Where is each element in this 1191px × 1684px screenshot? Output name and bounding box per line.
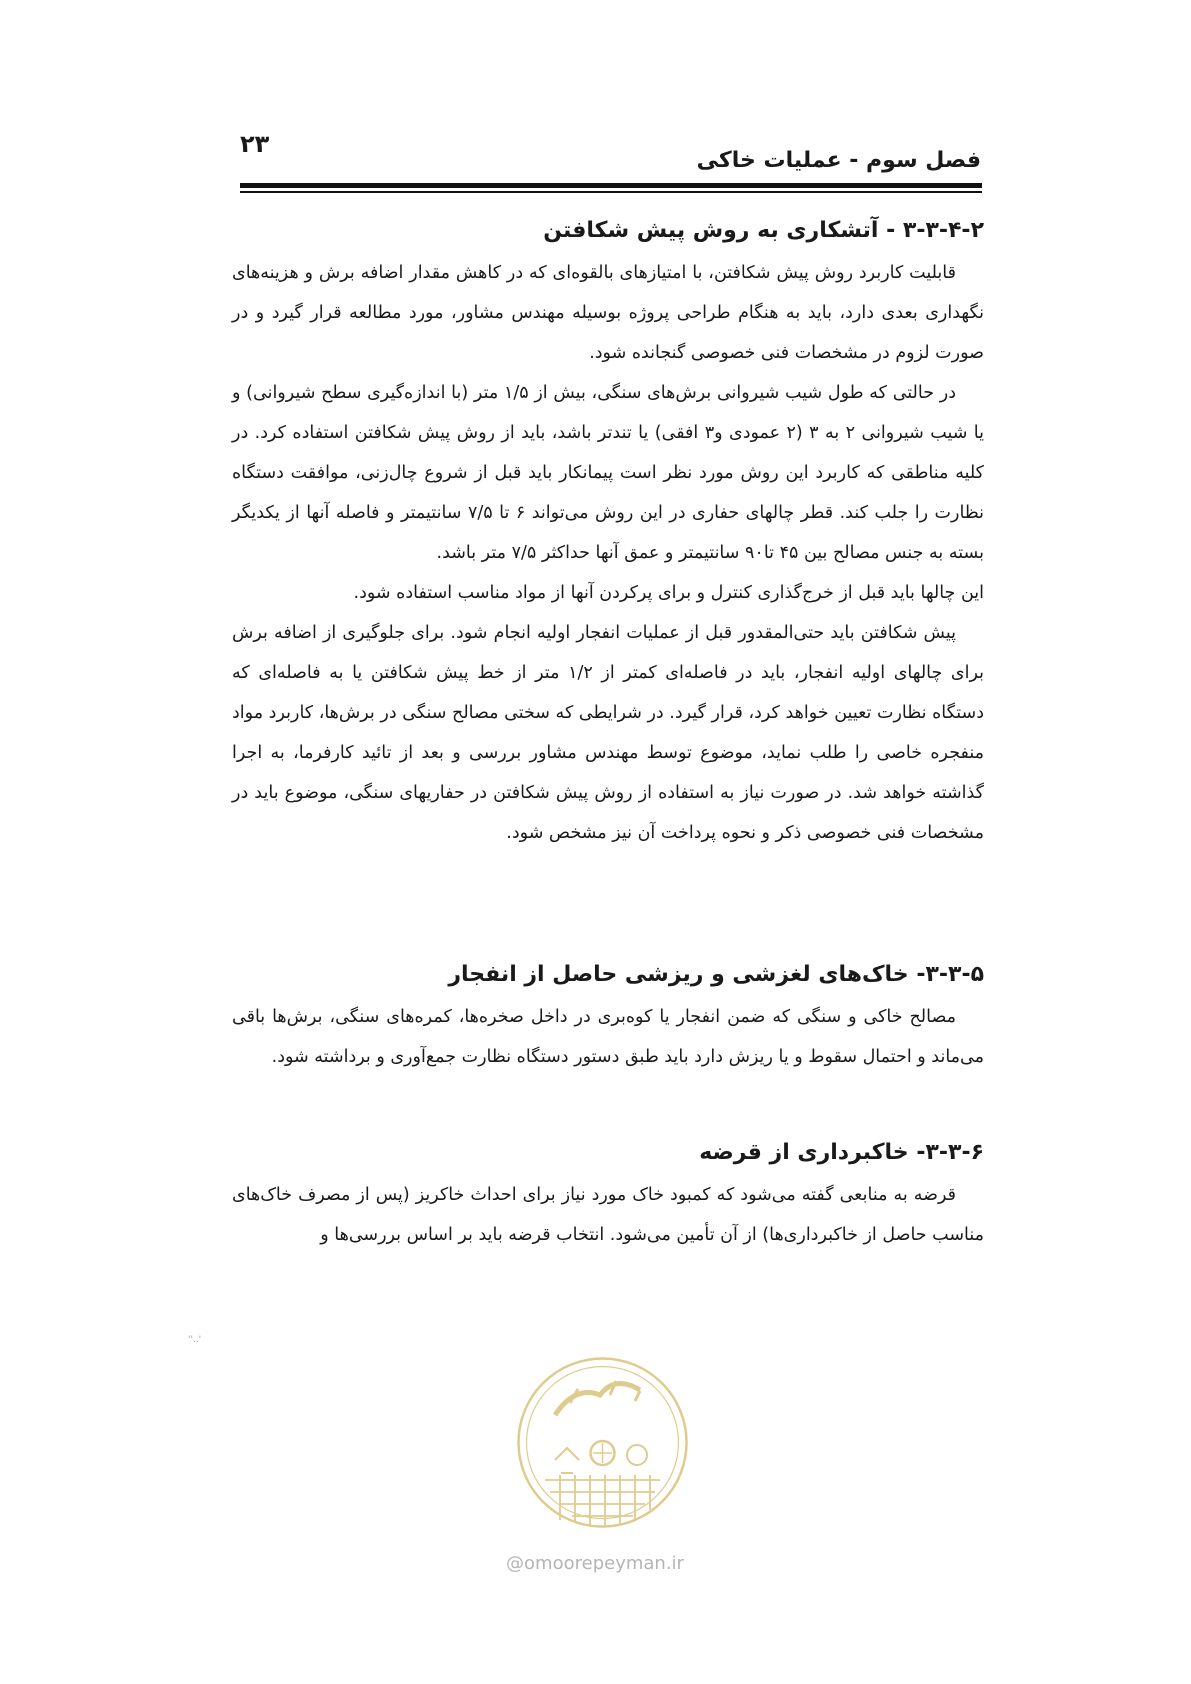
section-heading: ۳-۳-۴-۲ - آتشکاری به روش پیش شکافتن bbox=[543, 218, 984, 243]
header-rule-thick bbox=[240, 183, 982, 188]
watermark-seal-icon bbox=[515, 1355, 690, 1530]
section-presplitting bbox=[232, 218, 984, 853]
chapter-title: فصل سوم - عملیات خاکی bbox=[696, 148, 981, 173]
paragraph: مصالح خاکی و سنگی که ضمن انفجار یا کوه‌بری در داخل صخره‌ها، کمره‌های سنگی، برش‌ها باقی می‌ماند و احتمال سقوط و یا ریزش دارد باید طبق دستور دستگاه نظارت جمع‌آوری و برداشته شود. bbox=[232, 1007, 984, 1067]
paragraph: این چالها باید قبل از خرج‌گذاری کنترل و برای پرکردن آنها از مواد مناسب استفاده شود. bbox=[353, 583, 984, 603]
paragraph: قرضه به منابعی گفته می‌شود که کمبود خاک مورد نیاز برای احداث خاکریز (پس از مصرف خاک‌های مناسب حاصل از خاکبرداری‌ها) از آن تأمین می‌شود. انتخاب قرضه باید بر اساس بررسی‌ها و bbox=[232, 1185, 984, 1245]
scan-mark: ''..' bbox=[188, 1335, 202, 1345]
section-borrow-excavation bbox=[232, 1140, 984, 1255]
section-heading: ۳-۳-۵- خاک‌های لغزشی و ریزشی حاصل از انفجار bbox=[448, 962, 984, 987]
paragraph: در حالتی که طول شیب شیروانی برش‌های سنگی، بیش از ۱/۵ متر (با اندازه‌گیری سطح شیروانی) و یا شیب شیروانی ۲ به ۳ (۲ عمودی و۳ افقی) یا تندتر باشد، باید از روش پیش شکافتن استفاده کرد. در کلیه مناطقی که کاربرد این روش مورد نظر است پیمانکار باید قبل از شروع چال‌زنی، موافقت دستگاه نظارت را جلب کند. قطر چالهای حفاری در این روش می‌تواند ۶ تا ۷/۵ سانتیمتر و فاصله آنها از یکدیگر بسته به جنس مصالح بین ۴۵ تا۹۰ سانتیمتر و عمق آنها حداکثر ۷/۵ متر باشد. bbox=[232, 383, 985, 563]
section-landslide-soils bbox=[232, 962, 984, 1077]
section-heading: ۳-۳-۶- خاکبرداری از قرضه bbox=[699, 1140, 984, 1165]
paragraph: قابلیت کاربرد روش پیش شکافتن، با امتیازهای بالقوه‌ای که در کاهش مقدار اضافه برش و هزینه‌های نگهداری بعدی دارد، باید به هنگام طراحی پروژه بوسیله مهندس مشاور، مورد مطالعه قرار گیرد و در صورت لزوم در مشخصات فنی خصوصی گنجانده شود. bbox=[232, 263, 984, 363]
paragraph: پیش شکافتن باید حتی‌المقدور قبل از عملیات انفجار اولیه انجام شود. برای جلوگیری از اضافه برش برای چالهای اولیه انفجار، باید در فاصله‌ای کمتر از ۱/۲ متر از خط پیش شکافتن یا به فاصله‌ای که دستگاه نظارت تعیین خواهد کرد، قرار گیرد. در شرایطی که سختی مصالح سنگی در برش‌ها، کاربرد مواد منفجره خاصی را طلب نماید، موضوع توسط مهندس مشاور بررسی و بعد از تائید کارفرما، به اجرا گذاشته خواهد شد. در صورت نیاز به استفاده از روش پیش شکافتن در حفاریهای سنگی، موضوع باید در مشخصات فنی خصوصی ذکر و نحوه پرداخت آن نیز مشخص شود. bbox=[232, 623, 984, 843]
header-rule-thin bbox=[240, 191, 982, 193]
footer-website-url: @omoorepeyman.ir bbox=[506, 1553, 684, 1574]
page-number: ۲۳ bbox=[240, 130, 270, 158]
